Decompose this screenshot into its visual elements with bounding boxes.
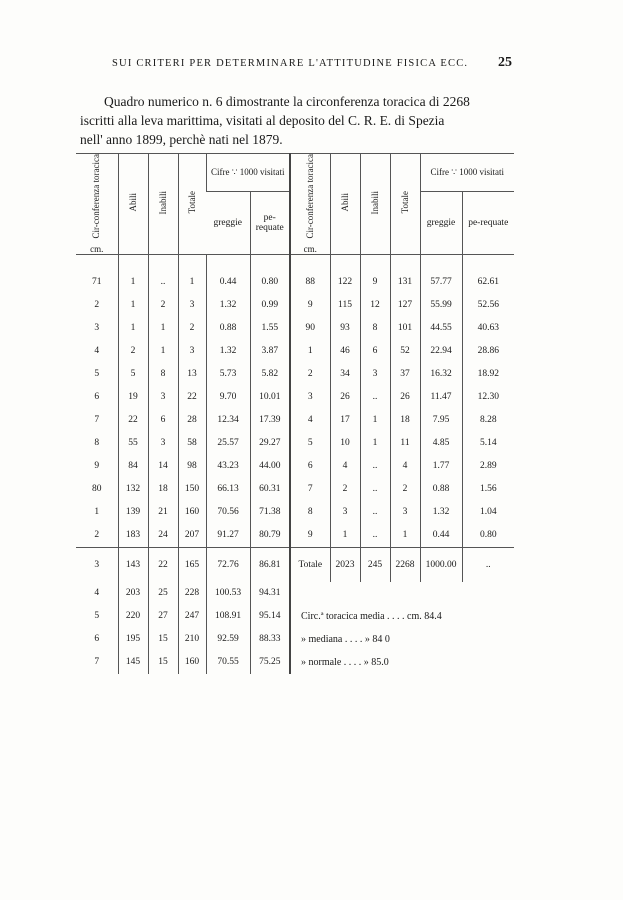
right-perequate-cell: 8.28 <box>462 409 514 432</box>
table-row <box>76 547 514 582</box>
right-inabili-cell: .. <box>360 478 390 501</box>
right-perequate-cell: 12.30 <box>462 386 514 409</box>
header-totale-left: Totale <box>178 154 206 255</box>
left-totale-cell: 3 <box>178 340 206 363</box>
right-abili-cell: 26 <box>330 386 360 409</box>
table-row <box>76 340 514 363</box>
right-greggie-cell: 0.44 <box>420 524 462 548</box>
left-circ-cell: 2 <box>94 530 100 541</box>
left-greggie-cell: 70.55 <box>206 651 250 674</box>
right-abili-cell: 4 <box>330 455 360 478</box>
spacer-cell <box>148 254 178 271</box>
right-perequate-cell: 1.56 <box>462 478 514 501</box>
left-totale-cell: 13 <box>178 363 206 386</box>
left-inabili-cell: 18 <box>148 478 178 501</box>
left-greggie-cell: 72.76 <box>206 547 250 582</box>
right-greggie-cell: 11.47 <box>420 386 462 409</box>
left-abili-cell: 195 <box>118 628 148 651</box>
left-greggie-cell: 100.53 <box>206 582 250 605</box>
right-circ-cell: 4 <box>290 409 330 432</box>
right-totale-cell: 26 <box>390 386 420 409</box>
left-inabili-cell: 1 <box>148 317 178 340</box>
left-circ-cell: 1 <box>94 507 100 518</box>
left-abili-cell: 5 <box>118 363 148 386</box>
left-perequate-cell: 0.80 <box>250 271 290 294</box>
header-cifre-left: Cifre ∵ 1000 visitati <box>206 154 290 192</box>
right-abili-cell: 1 <box>330 524 360 548</box>
left-perequate-cell: 0.99 <box>250 294 290 317</box>
left-abili-cell: 1 <box>118 271 148 294</box>
left-circ-cell: 4 <box>94 588 100 599</box>
left-totale-cell: 247 <box>178 605 206 628</box>
left-abili-cell: 203 <box>118 582 148 605</box>
left-inabili-cell: 21 <box>148 501 178 524</box>
right-inabili-cell: .. <box>360 455 390 478</box>
left-inabili-cell: 6 <box>148 409 178 432</box>
left-inabili-cell: 15 <box>148 628 178 651</box>
right-greggie-cell: 1.77 <box>420 455 462 478</box>
header-perequate-left: pe-requate <box>250 191 290 254</box>
table-row <box>76 651 514 674</box>
left-totale-cell: 58 <box>178 432 206 455</box>
table-row <box>76 317 514 340</box>
left-circ-cell: 4 <box>94 346 100 357</box>
left-inabili-cell: 14 <box>148 455 178 478</box>
totale-label-cell: Totale <box>290 547 330 582</box>
left-circ-cell: 6 <box>94 392 100 403</box>
right-inabili-cell: 1 <box>360 409 390 432</box>
right-totale-cell: 101 <box>390 317 420 340</box>
right-inabili-cell: 6 <box>360 340 390 363</box>
left-inabili-cell: 8 <box>148 363 178 386</box>
left-perequate-cell: 29.27 <box>250 432 290 455</box>
spacer-cell <box>250 254 290 271</box>
spacer-cell <box>178 254 206 271</box>
left-inabili-cell: 22 <box>148 547 178 582</box>
left-inabili-cell: 15 <box>148 651 178 674</box>
table-row <box>76 363 514 386</box>
left-perequate-cell: 3.87 <box>250 340 290 363</box>
header-totale-right: Totale <box>390 154 420 255</box>
right-totale-cell: 2 <box>390 478 420 501</box>
table-row <box>76 524 514 548</box>
right-abili-cell: 34 <box>330 363 360 386</box>
right-circ-cell: 3 <box>290 386 330 409</box>
spacer-cell <box>330 254 360 271</box>
table-row <box>76 478 514 501</box>
header-abili-left: Abili <box>118 154 148 255</box>
totale-abili-cell: 2023 <box>330 547 360 582</box>
left-totale-cell: 150 <box>178 478 206 501</box>
stat-media: Circ.ª toracica media . . . . cm. 84.4 <box>290 605 514 628</box>
left-greggie-cell: 1.32 <box>206 294 250 317</box>
table-row <box>76 409 514 432</box>
left-abili-cell: 84 <box>118 455 148 478</box>
caption-line-2: iscritti alla leva marittima, visitati al deposito del C. R. E. di Spezia <box>80 113 445 128</box>
table-row <box>76 455 514 478</box>
left-totale-cell: 1 <box>178 271 206 294</box>
left-perequate-cell: 94.31 <box>250 582 290 605</box>
left-totale-cell: 160 <box>178 501 206 524</box>
right-abili-cell: 46 <box>330 340 360 363</box>
right-totale-cell: 3 <box>390 501 420 524</box>
running-title: SUI CRITERI PER DETERMINARE L'ATTITUDINE FISICA ECC. <box>112 58 469 69</box>
right-totale-cell: 1 <box>390 524 420 548</box>
left-perequate-cell: 44.00 <box>250 455 290 478</box>
page-number: 25 <box>498 55 512 70</box>
left-abili-cell: 55 <box>118 432 148 455</box>
right-inabili-cell: 9 <box>360 271 390 294</box>
left-circ-cell: 80 <box>92 484 102 495</box>
right-totale-cell: 52 <box>390 340 420 363</box>
table-row <box>76 294 514 317</box>
header-row-1 <box>76 154 514 192</box>
right-circ-cell: 5 <box>290 432 330 455</box>
left-inabili-cell: 3 <box>148 386 178 409</box>
right-totale-cell: 37 <box>390 363 420 386</box>
right-totale-cell: 18 <box>390 409 420 432</box>
left-circ-cell: 7 <box>94 657 100 668</box>
left-greggie-cell: 25.57 <box>206 432 250 455</box>
right-totale-cell: 127 <box>390 294 420 317</box>
left-abili-cell: 132 <box>118 478 148 501</box>
right-circ-cell: 90 <box>290 317 330 340</box>
left-abili-cell: 183 <box>118 524 148 548</box>
right-greggie-cell: 44.55 <box>420 317 462 340</box>
spacer-cell <box>462 254 514 271</box>
left-inabili-cell: 24 <box>148 524 178 548</box>
header-inabili-left: Inabili <box>148 154 178 255</box>
left-perequate-cell: 88.33 <box>250 628 290 651</box>
left-circ-cell: 3 <box>76 547 118 582</box>
right-inabili-cell: .. <box>360 501 390 524</box>
totale-perequate-cell: .. <box>462 547 514 582</box>
left-circ-cell: 6 <box>94 634 100 645</box>
left-perequate-cell: 60.31 <box>250 478 290 501</box>
right-circ-cell: 9 <box>290 524 330 548</box>
header-abili-right: Abili <box>330 154 360 255</box>
left-totale-cell: 98 <box>178 455 206 478</box>
left-abili-cell: 22 <box>118 409 148 432</box>
right-perequate-cell: 5.14 <box>462 432 514 455</box>
table-row <box>76 628 514 651</box>
right-abili-cell: 10 <box>330 432 360 455</box>
data-table <box>76 153 514 674</box>
table-row <box>76 582 514 605</box>
left-inabili-cell: 27 <box>148 605 178 628</box>
right-greggie-cell: 7.95 <box>420 409 462 432</box>
left-greggie-cell: 9.70 <box>206 386 250 409</box>
right-greggie-cell: 1.32 <box>420 501 462 524</box>
header-inabili-right: Inabili <box>360 154 390 255</box>
right-abili-cell: 2 <box>330 478 360 501</box>
left-inabili-cell: 25 <box>148 582 178 605</box>
left-greggie-cell: 70.56 <box>206 501 250 524</box>
left-greggie-cell: 12.34 <box>206 409 250 432</box>
right-perequate-cell: 18.92 <box>462 363 514 386</box>
right-perequate-cell: 28.86 <box>462 340 514 363</box>
spacer-cell <box>420 254 462 271</box>
left-greggie-cell: 0.88 <box>206 317 250 340</box>
right-circ-cell: 6 <box>290 455 330 478</box>
table-row <box>76 501 514 524</box>
left-inabili-cell: 2 <box>148 294 178 317</box>
right-inabili-cell: 3 <box>360 363 390 386</box>
right-perequate-cell: 2.89 <box>462 455 514 478</box>
right-greggie-cell: 0.88 <box>420 478 462 501</box>
left-greggie-cell: 43.23 <box>206 455 250 478</box>
right-perequate-cell: 0.80 <box>462 524 514 548</box>
header-cifre-right: Cifre ∵ 1000 visitati <box>420 154 514 192</box>
left-perequate-cell: 86.81 <box>250 547 290 582</box>
left-inabili-cell: 1 <box>148 340 178 363</box>
right-greggie-cell: 16.32 <box>420 363 462 386</box>
table-row <box>76 432 514 455</box>
right-perequate-cell: 52.56 <box>462 294 514 317</box>
header-greggie-right: greggie <box>420 191 462 254</box>
left-totale-cell: 207 <box>178 524 206 548</box>
left-circ-cell: 8 <box>94 438 100 449</box>
right-inabili-cell: 12 <box>360 294 390 317</box>
right-inabili-cell: 1 <box>360 432 390 455</box>
spacer-cell <box>206 254 250 271</box>
left-abili-cell: 143 <box>118 547 148 582</box>
left-perequate-cell: 5.82 <box>250 363 290 386</box>
spacer-cell <box>360 254 390 271</box>
left-circ-cell: 5 <box>94 369 100 380</box>
right-inabili-cell: .. <box>360 524 390 548</box>
left-totale-cell: 228 <box>178 582 206 605</box>
stats-gap <box>290 582 514 605</box>
left-greggie-cell: 108.91 <box>206 605 250 628</box>
left-totale-cell: 160 <box>178 651 206 674</box>
totale-greggie-cell: 1000.00 <box>420 547 462 582</box>
left-circ-cell: 71 <box>92 277 102 288</box>
spacer-cell <box>118 254 148 271</box>
right-circ-cell: 7 <box>290 478 330 501</box>
header-circ-right: Cir-conferenza toracica cm. <box>290 154 330 255</box>
table-caption <box>80 92 510 149</box>
right-circ-cell: 88 <box>290 271 330 294</box>
left-greggie-cell: 91.27 <box>206 524 250 548</box>
left-abili-cell: 1 <box>118 294 148 317</box>
right-greggie-cell: 4.85 <box>420 432 462 455</box>
left-circ-cell: 5 <box>94 611 100 622</box>
left-abili-cell: 19 <box>118 386 148 409</box>
left-perequate-cell: 10.01 <box>250 386 290 409</box>
caption-line-1: Quadro numerico n. 6 dimostrante la circonferenza toracica di 2268 <box>104 94 470 109</box>
stat-mediana: » mediana . . . . » 84 0 <box>290 628 514 651</box>
left-circ-cell: 3 <box>94 323 100 334</box>
left-perequate-cell: 1.55 <box>250 317 290 340</box>
right-circ-cell: 1 <box>290 340 330 363</box>
right-perequate-cell: 1.04 <box>462 501 514 524</box>
left-totale-cell: 2 <box>178 317 206 340</box>
left-abili-cell: 220 <box>118 605 148 628</box>
left-greggie-cell: 1.32 <box>206 340 250 363</box>
totale-totale-cell: 2268 <box>390 547 420 582</box>
left-totale-cell: 28 <box>178 409 206 432</box>
spacer-cell <box>390 254 420 271</box>
left-perequate-cell: 80.79 <box>250 524 290 548</box>
right-circ-cell: 9 <box>290 294 330 317</box>
left-abili-cell: 2 <box>118 340 148 363</box>
left-perequate-cell: 71.38 <box>250 501 290 524</box>
right-greggie-cell: 55.99 <box>420 294 462 317</box>
left-greggie-cell: 0.44 <box>206 271 250 294</box>
left-perequate-cell: 95.14 <box>250 605 290 628</box>
right-perequate-cell: 62.61 <box>462 271 514 294</box>
left-perequate-cell: 17.39 <box>250 409 290 432</box>
right-perequate-cell: 40.63 <box>462 317 514 340</box>
left-circ-cell: 9 <box>94 461 100 472</box>
table-row <box>76 605 514 628</box>
left-abili-cell: 139 <box>118 501 148 524</box>
right-abili-cell: 17 <box>330 409 360 432</box>
header-circ-left: Cir-conferenza toracica cm. <box>76 154 118 255</box>
right-totale-cell: 11 <box>390 432 420 455</box>
header-perequate-right: pe-requate <box>462 191 514 254</box>
left-inabili-cell: 3 <box>148 432 178 455</box>
right-circ-cell: 2 <box>290 363 330 386</box>
spacer-row <box>76 254 514 271</box>
left-greggie-cell: 5.73 <box>206 363 250 386</box>
right-abili-cell: 115 <box>330 294 360 317</box>
table-body <box>76 254 514 674</box>
right-abili-cell: 3 <box>330 501 360 524</box>
totale-inabili-cell: 245 <box>360 547 390 582</box>
left-totale-cell: 22 <box>178 386 206 409</box>
left-totale-cell: 3 <box>178 294 206 317</box>
left-abili-cell: 1 <box>118 317 148 340</box>
table-row <box>76 271 514 294</box>
left-abili-cell: 145 <box>118 651 148 674</box>
left-totale-cell: 165 <box>178 547 206 582</box>
left-perequate-cell: 75.25 <box>250 651 290 674</box>
right-greggie-cell: 57.77 <box>420 271 462 294</box>
left-circ-cell: 2 <box>94 300 100 311</box>
spacer-cell <box>290 254 330 271</box>
right-totale-cell: 131 <box>390 271 420 294</box>
header-greggie-left: greggie <box>206 191 250 254</box>
spacer-cell <box>76 254 118 271</box>
right-inabili-cell: .. <box>360 386 390 409</box>
caption-line-3: nell' anno 1899, perchè nati nel 1879. <box>80 132 283 147</box>
left-totale-cell: 210 <box>178 628 206 651</box>
stat-normale: » normale . . . . » 85.0 <box>290 651 514 674</box>
right-greggie-cell: 22.94 <box>420 340 462 363</box>
right-circ-cell: 8 <box>290 501 330 524</box>
right-abili-cell: 93 <box>330 317 360 340</box>
left-inabili-cell: .. <box>148 271 178 294</box>
left-greggie-cell: 66.13 <box>206 478 250 501</box>
table-row <box>76 386 514 409</box>
right-abili-cell: 122 <box>330 271 360 294</box>
right-inabili-cell: 8 <box>360 317 390 340</box>
left-greggie-cell: 92.59 <box>206 628 250 651</box>
right-totale-cell: 4 <box>390 455 420 478</box>
left-circ-cell: 7 <box>94 415 100 426</box>
running-header <box>112 55 512 70</box>
